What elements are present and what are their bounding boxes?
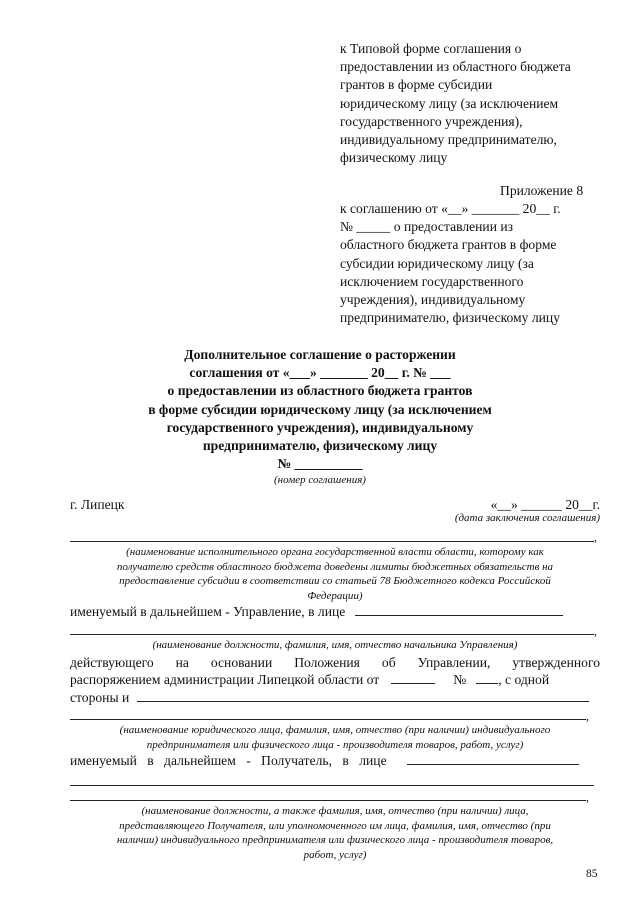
caption-line: (наименование исполнительного органа государственной власти области, которому как [126, 546, 544, 558]
appendix-line: № _____ о предоставлении из [340, 219, 514, 235]
caption-line: Федерации) [307, 589, 363, 602]
agreement-date: «__» ______ 20__г. [490, 497, 600, 512]
recipient-label: именуемый в дальнейшем - Получатель, в лице [70, 753, 387, 768]
note-line: индивидуальному предпринимателю, [340, 132, 557, 148]
management-representative-field-2[interactable] [70, 634, 594, 635]
caption-line: представляющего Получателя, или уполномоченного им лица, фамилия, имя, отчество (при [119, 819, 551, 832]
note-line: государственного учреждения), [340, 113, 523, 129]
comma: , [594, 624, 597, 638]
title-line: в форме субсидии юридическому лицу (за исключением [148, 401, 492, 417]
caption-line: предпринимателя или физического лица - производителя товаров, работ, услуг) [146, 738, 524, 751]
comma: , [594, 530, 597, 544]
recipient-representative-field-3[interactable] [70, 800, 586, 801]
appendix-note [340, 200, 602, 327]
appendix-line: к соглашению от «__» _______ 20__ г. [340, 201, 561, 216]
comma: , [586, 790, 589, 804]
caption-line: работ, услуг) [303, 848, 367, 861]
caption-line: (наименование должности, а также фамилия, имя, отчество (при наличии) лица, [141, 805, 529, 817]
management-representative-row [70, 603, 600, 621]
document-title [80, 346, 560, 487]
appendix-line: учреждения), индивидуальному [340, 292, 526, 308]
head-position-caption: (наименование должности, фамилия, имя, отчество начальника Управления) [152, 639, 518, 651]
page-number: 85 [586, 868, 598, 880]
order-number-field[interactable] [476, 683, 498, 684]
recipient-representative-caption [70, 804, 600, 862]
caption-line: (наименование юридического лица, фамилия, имя, отчество (при наличии) индивидуального [119, 724, 551, 736]
caption-line: наличии) индивидуального предпринимателя или физического лица - производителя товаров, [116, 834, 554, 846]
recipient-representative-field[interactable] [407, 764, 579, 765]
title-line: Дополнительное соглашение о расторжении [184, 347, 456, 362]
recipient-name-caption [70, 723, 600, 752]
date-caption: (дата заключения соглашения) [454, 512, 600, 524]
appendix-line: предпринимателю, физическому лицу [340, 310, 560, 326]
recipient-name-field-2[interactable] [70, 719, 586, 720]
management-label: именуемый в дальнейшем - Управление, в лице [70, 604, 346, 619]
title-line: соглашения от «___» _______ 20__ г. № ___ [189, 365, 451, 381]
note-line: грантов в форме субсидии [340, 77, 493, 93]
one-side-text: , с одной [498, 672, 550, 687]
city-date-row [70, 497, 600, 513]
agreement-number: № __________ [277, 456, 363, 472]
comma: , [586, 709, 589, 723]
order-text: распоряжением администрации Липецкой области от [70, 672, 380, 687]
appendix-line: областного бюджета грантов в форме [340, 237, 557, 253]
title-line: о предоставлении из областного бюджета грантов [167, 383, 473, 399]
appendix-title: Приложение 8 [500, 183, 584, 198]
number-sign: № [453, 672, 467, 687]
title-line: государственного учреждения), индивидуальному [166, 419, 474, 435]
authority-name-caption [70, 545, 600, 603]
management-representative-field[interactable] [355, 615, 563, 616]
acting-basis-line: действующего на основании Положения об Управлении, утвержденного [70, 655, 600, 670]
note-line: физическому лицу [340, 150, 448, 166]
note-line: к Типовой форме соглашения о [340, 41, 522, 56]
appendix-line: исключением государственного [340, 273, 524, 289]
city-name: г. Липецк [70, 497, 125, 512]
note-line: предоставлении из областного бюджета [340, 59, 571, 75]
party-text: стороны и [70, 690, 130, 705]
party-line [70, 689, 600, 707]
order-line [70, 671, 600, 689]
order-date-field[interactable] [391, 683, 435, 684]
caption-line: получателю средств областного бюджета доведены лимиты бюджетных обязательств на [116, 560, 554, 573]
title-line: предпринимателю, физическому лицу [202, 438, 438, 454]
recipient-representative-field-2[interactable] [70, 785, 594, 786]
recipient-representative-row [70, 752, 600, 770]
appendix-line: субсидии юридическому лицу (за [340, 255, 534, 271]
note-line: юридическому лицу (за исключением [340, 95, 559, 111]
authority-name-field[interactable] [70, 541, 594, 542]
caption-line: предоставление субсидии в соответствии со статьей 78 Бюджетного кодекса Российской [119, 575, 551, 587]
recipient-name-field[interactable] [137, 701, 589, 702]
agreement-number-caption: (номер соглашения) [274, 474, 366, 487]
template-reference-note [340, 40, 610, 167]
